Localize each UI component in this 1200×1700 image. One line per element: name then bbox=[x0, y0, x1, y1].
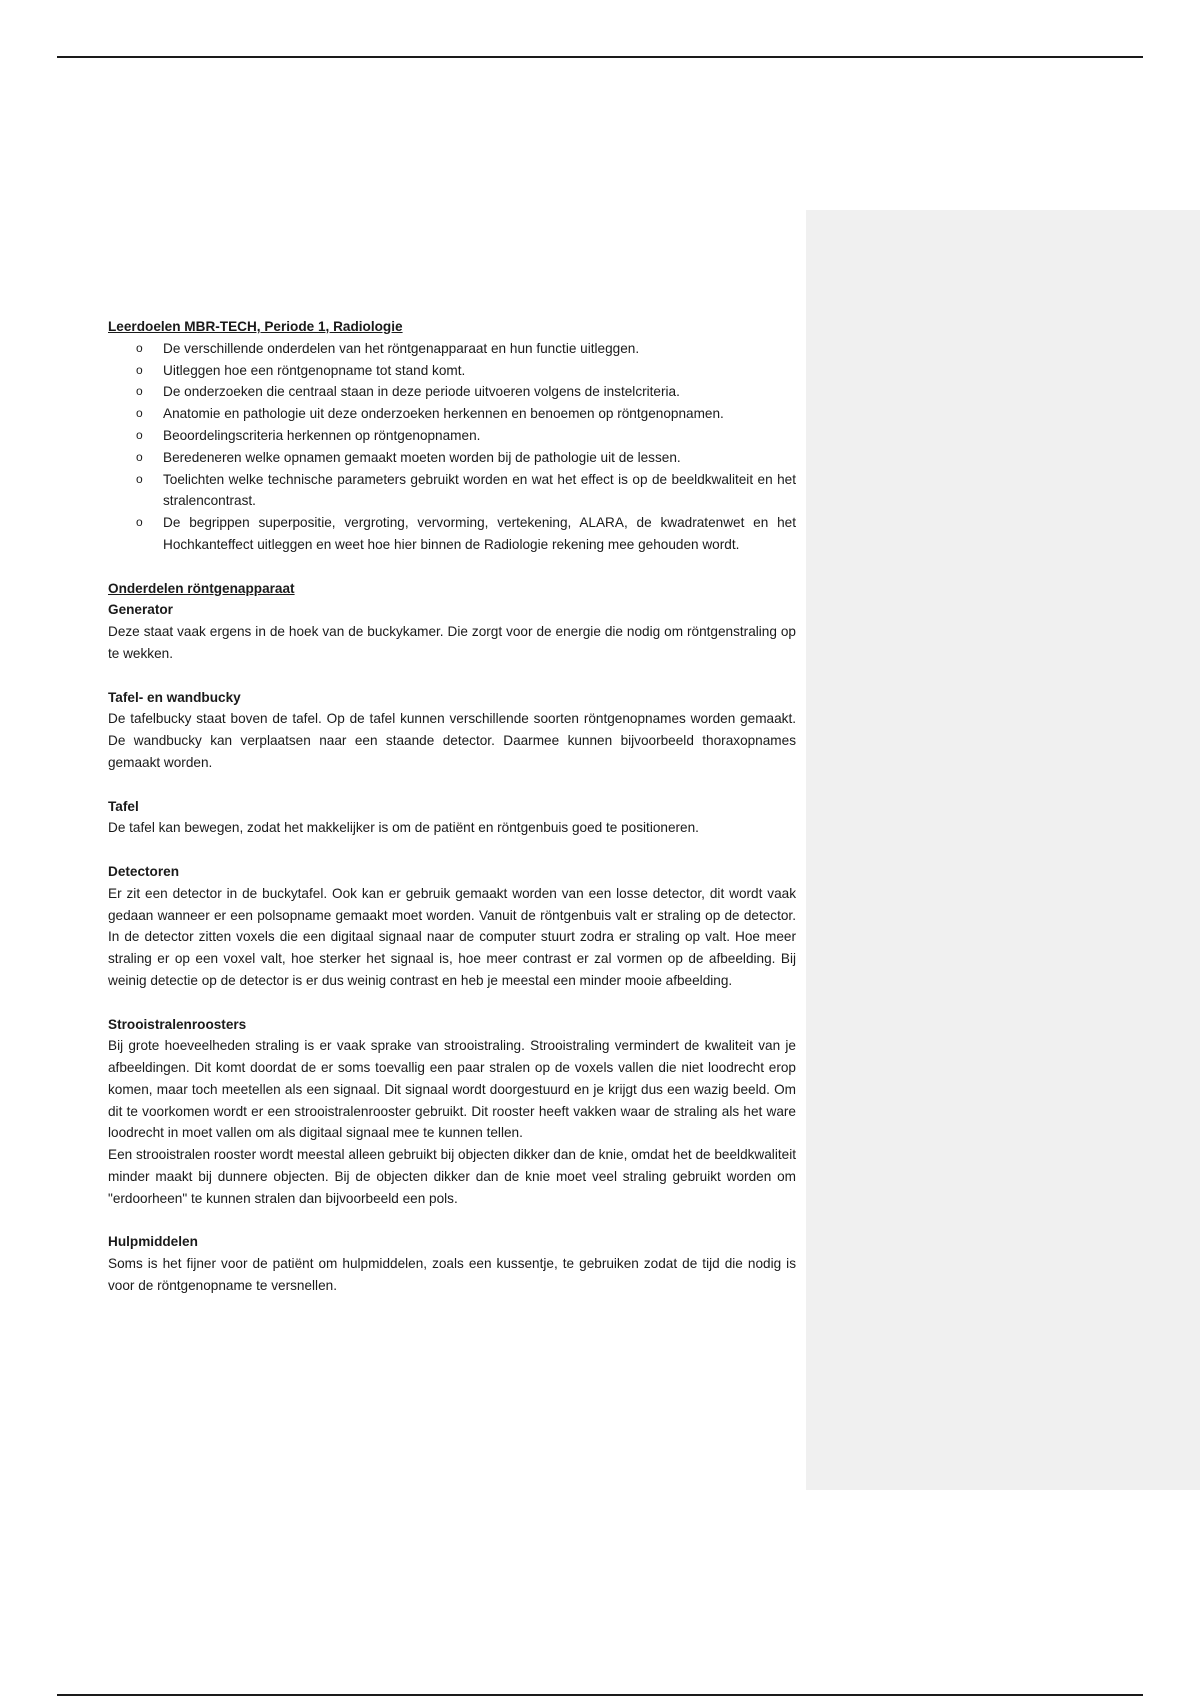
footer-rule bbox=[57, 1694, 1143, 1696]
comment-pane bbox=[806, 210, 1200, 1490]
bullet-marker: o bbox=[136, 515, 143, 530]
bullet-marker: o bbox=[136, 471, 143, 486]
bullet-marker: o bbox=[136, 449, 143, 464]
spacer bbox=[108, 665, 796, 687]
header-rule bbox=[57, 56, 1143, 58]
section-heading: Detectoren bbox=[108, 863, 180, 879]
learning-goal-item bbox=[108, 447, 796, 469]
document-body bbox=[108, 316, 796, 1297]
section-heading: Tafel bbox=[108, 798, 139, 814]
bullet-marker: o bbox=[136, 362, 143, 377]
section-paragraph: Er zit een detector in de buckytafel. Ook kan er gebruik gemaakt worden van een losse detector, dit wordt vaak gedaan wanneer er een polsopname gemaakt moet worden. Vanuit de röntgenbuis valt er straling op de detector. In de detector zitten voxels die een digitaal signaal naar de computer stuurt zodra er straling op valt. Hoe meer straling er op een voxel valt, hoe sterker het signaal is, hoe meer contrast er zal vormen op de afbeelding. Bij weinig detectie op de detector is er dus weinig contrast en heb je meestal een minder mooie afbeelding. bbox=[108, 885, 796, 988]
section-paragraph: Soms is het fijner voor de patiënt om hulpmiddelen, zoals een kussentje, te gebruiken zodat de tijd die nodig is voor de röntgenopname te versnellen. bbox=[108, 1256, 796, 1294]
section-paragraph: Een strooistralen rooster wordt meestal alleen gebruikt bij objecten dikker dan de knie, omdat het de beeldkwaliteit minder maakt bij dunnere objecten. Bij de objecten dikker dan de knie moet veel straling gebruikt worden om "erdoorheen" te kunnen stralen dan bijvoorbeeld een pols. bbox=[108, 1147, 796, 1206]
learning-goal-item bbox=[108, 381, 796, 403]
learning-goal-text: De begrippen superpositie, vergroting, vervorming, vertekening, ALARA, de kwadratenwet en het Hochkanteffect uitleggen en weet hoe hier binnen de Radiologie rekening mee gehouden wordt. bbox=[163, 515, 796, 552]
bullet-marker: o bbox=[136, 406, 143, 421]
section-paragraph: De tafel kan bewegen, zodat het makkelijker is om de patiënt en röntgenbuis goed te positioneren. bbox=[108, 820, 699, 836]
learning-goal-text: Toelichten welke technische parameters gebruikt worden en wat het effect is op de beeldkwaliteit en het stralencontrast. bbox=[163, 471, 796, 509]
spacer bbox=[108, 1210, 796, 1232]
learning-goals-list bbox=[108, 338, 796, 556]
section-heading: Hulpmiddelen bbox=[108, 1234, 198, 1250]
section-paragraph: Deze staat vaak ergens in de hoek van de buckykamer. Die zorgt voor de energie die nodig om röntgenstraling op te wekken. bbox=[108, 624, 796, 661]
learning-goal-text: Beoordelingscriteria herkennen op röntgenopnamen. bbox=[163, 427, 481, 443]
learning-goal-item bbox=[108, 469, 796, 513]
section-paragraph: De tafelbucky staat boven de tafel. Op de tafel kunnen verschillende soorten röntgenopnames worden gemaakt. De wandbucky kan verplaatsen naar een staande detector. Daarmee kunnen bijvoorbeeld thoraxopnames gemaakt worden. bbox=[108, 711, 796, 770]
learning-goal-text: Beredeneren welke opnamen gemaakt moeten worden bij de pathologie uit de lessen. bbox=[163, 449, 681, 465]
learning-goal-item bbox=[108, 425, 796, 447]
spacer bbox=[108, 992, 796, 1014]
bullet-marker: o bbox=[136, 427, 143, 442]
learning-goal-item bbox=[108, 403, 796, 425]
bullet-marker: o bbox=[136, 340, 143, 355]
spacer bbox=[108, 839, 796, 861]
learning-goal-text: De onderzoeken die centraal staan in deze periode uitvoeren volgens de instelcriteria. bbox=[163, 384, 680, 400]
learning-goal-text: Uitleggen hoe een röntgenopname tot stand komt. bbox=[163, 362, 466, 378]
document-title: Leerdoelen MBR-TECH, Periode 1, Radiologie bbox=[108, 319, 403, 334]
section-heading: Generator bbox=[108, 602, 173, 618]
spacer bbox=[108, 774, 796, 796]
learning-goal-item bbox=[108, 360, 796, 382]
learning-goal-text: De verschillende onderdelen van het röntgenapparaat en hun functie uitleggen. bbox=[163, 340, 640, 356]
spacer bbox=[108, 556, 796, 578]
section-paragraph: Bij grote hoeveelheden straling is er vaak sprake van strooistraling. Strooistraling vermindert de kwaliteit van je afbeeldingen. Dit komt doordat de er soms toevallig een paar stralen op de voxels vallen die niet loodrecht erop komen, maar toch meetellen als een signaal. Dit signaal wordt doorgestuurd en je krijgt dus een wazig beeld. Om dit te voorkomen wordt er een strooistralenrooster gebruikt. Dit rooster heeft vakken waar de straling als het ware loodrecht in moet vallen om als digitaal signaal mee te kunnen tellen. bbox=[108, 1038, 796, 1141]
section-title: Onderdelen röntgenapparaat bbox=[108, 580, 295, 596]
section-heading: Strooistralenroosters bbox=[108, 1016, 247, 1032]
learning-goal-item bbox=[108, 338, 796, 360]
section-heading: Tafel- en wandbucky bbox=[108, 689, 241, 705]
bullet-marker: o bbox=[136, 384, 143, 399]
sections-container bbox=[108, 599, 796, 1297]
learning-goal-text: Anatomie en pathologie uit deze onderzoeken herkennen en benoemen op röntgenopnamen. bbox=[163, 406, 724, 422]
learning-goal-item bbox=[108, 512, 796, 556]
